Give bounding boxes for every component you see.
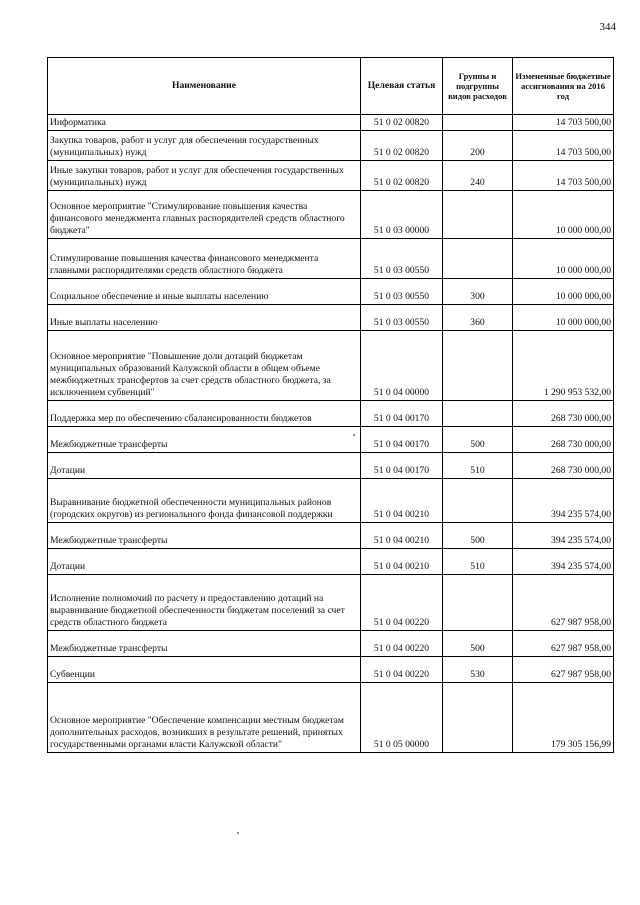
row-name: Межбюджетные трансферты [48,523,361,549]
row-name: Информатика [48,115,361,131]
header-name: Наименование [48,58,361,115]
row-target-article: 51 0 02 00820 [361,131,443,161]
row-amount: 1 290 953 532,00 [513,331,614,401]
row-target-article: 51 0 04 00220 [361,657,443,683]
row-expense-group: 240 [443,161,513,191]
row-name: Выравнивание бюджетной обеспеченности муниципальных районов (городских округов) из регионального фонда финансовой поддержки [48,479,361,523]
row-target-article: 51 0 04 00220 [361,631,443,657]
row-amount: 627 987 958,00 [513,631,614,657]
row-expense-group: 500 [443,523,513,549]
table-row [48,631,614,657]
row-amount: 14 703 500,00 [513,115,614,131]
table-row [48,191,614,239]
table-row [48,549,614,575]
row-amount: 14 703 500,00 [513,131,614,161]
row-name: Поддержка мер по обеспечению сбалансированности бюджетов [48,401,361,427]
row-expense-group [443,479,513,523]
row-expense-group: 360 [443,305,513,331]
row-amount: 268 730 000,00 [513,453,614,479]
row-target-article: 51 0 03 00550 [361,305,443,331]
row-amount: 394 235 574,00 [513,479,614,523]
budget-table [47,57,614,753]
row-expense-group: 500 [443,631,513,657]
row-expense-group: 510 [443,549,513,575]
row-expense-group [443,683,513,753]
table-row [48,115,614,131]
row-target-article: 51 0 04 00000 [361,331,443,401]
table-row [48,479,614,523]
row-name: Межбюджетные трансферты [48,427,361,453]
row-name: Основное мероприятие "Повышение доли дотаций бюджетам муниципальных образований Калужской области в общем объеме межбюджетных трансфертов за счет средств областного бюджета, за исключением субвенций" [48,331,361,401]
row-target-article: 51 0 04 00170 [361,427,443,453]
row-expense-group [443,115,513,131]
table-row [48,305,614,331]
table-header-row [48,58,614,115]
row-name: Иные закупки товаров, работ и услуг для обеспечения государственных (муниципальных) нужд [48,161,361,191]
row-target-article: 51 0 02 00820 [361,161,443,191]
row-target-article: 51 0 04 00170 [361,453,443,479]
row-name: Исполнение полномочий по расчету и предоставлению дотаций на выравнивание бюджетной обеспеченности бюджетам поселений за счет средств областного бюджета [48,575,361,631]
row-target-article: 51 0 03 00550 [361,279,443,305]
row-name: Закупка товаров, работ и услуг для обеспечения государственных (муниципальных) нужд [48,131,361,161]
row-name: Дотации [48,453,361,479]
table-row [48,401,614,427]
table-row [48,523,614,549]
header-expense-groups: Группы и подгруппы видов расходов [443,58,513,115]
row-expense-group: 500 [443,427,513,453]
row-amount: 268 730 000,00 [513,401,614,427]
row-name: Субвенции [48,657,361,683]
row-amount: 268 730 000,00 [513,427,614,453]
row-expense-group: 200 [443,131,513,161]
row-target-article: 51 0 02 00820 [361,115,443,131]
row-name: Стимулирование повышения качества финансового менеджмента главными распорядителями средств областного бюджета [48,239,361,279]
table-row [48,427,614,453]
table-row [48,575,614,631]
row-target-article: 51 0 04 00210 [361,549,443,575]
table-row [48,161,614,191]
page-number: 344 [599,21,616,33]
row-expense-group [443,191,513,239]
row-amount: 10 000 000,00 [513,239,614,279]
row-name: Социальное обеспечение и иные выплаты населению [48,279,361,305]
header-target-article: Целевая статья [361,58,443,115]
row-name: Основное мероприятие "Стимулирование повышения качества финансового менеджмента главных распорядителей средств областного бюджета" [48,191,361,239]
table-row [48,683,614,753]
row-name: Межбюджетные трансферты [48,631,361,657]
row-amount: 10 000 000,00 [513,279,614,305]
table-row [48,453,614,479]
table-row [48,239,614,279]
row-expense-group [443,401,513,427]
row-expense-group: 510 [443,453,513,479]
row-expense-group: 530 [443,657,513,683]
row-amount: 179 305 156,99 [513,683,614,753]
row-amount: 14 703 500,00 [513,161,614,191]
header-allocations: Измененные бюджетные ассигнования на 2016 год [513,58,614,115]
row-expense-group [443,575,513,631]
row-expense-group [443,331,513,401]
row-target-article: 51 0 03 00000 [361,191,443,239]
table-row [48,331,614,401]
row-expense-group [443,239,513,279]
table-row [48,657,614,683]
scan-speck [237,832,239,834]
row-amount: 10 000 000,00 [513,305,614,331]
scan-speck [353,434,355,436]
row-expense-group: 300 [443,279,513,305]
row-amount: 10 000 000,00 [513,191,614,239]
row-name: Дотации [48,549,361,575]
row-amount: 394 235 574,00 [513,549,614,575]
row-name: Иные выплаты населению [48,305,361,331]
table-row [48,279,614,305]
row-target-article: 51 0 04 00170 [361,401,443,427]
table-row [48,131,614,161]
row-target-article: 51 0 04 00210 [361,523,443,549]
row-target-article: 51 0 05 00000 [361,683,443,753]
row-amount: 627 987 958,00 [513,575,614,631]
row-name: Основное мероприятие "Обеспечение компенсации местным бюджетам дополнительных расходов, возникших в результате решений, принятых государственными органами власти Калужской области" [48,683,361,753]
row-target-article: 51 0 04 00210 [361,479,443,523]
row-amount: 627 987 958,00 [513,657,614,683]
row-amount: 394 235 574,00 [513,523,614,549]
row-target-article: 51 0 04 00220 [361,575,443,631]
row-target-article: 51 0 03 00550 [361,239,443,279]
